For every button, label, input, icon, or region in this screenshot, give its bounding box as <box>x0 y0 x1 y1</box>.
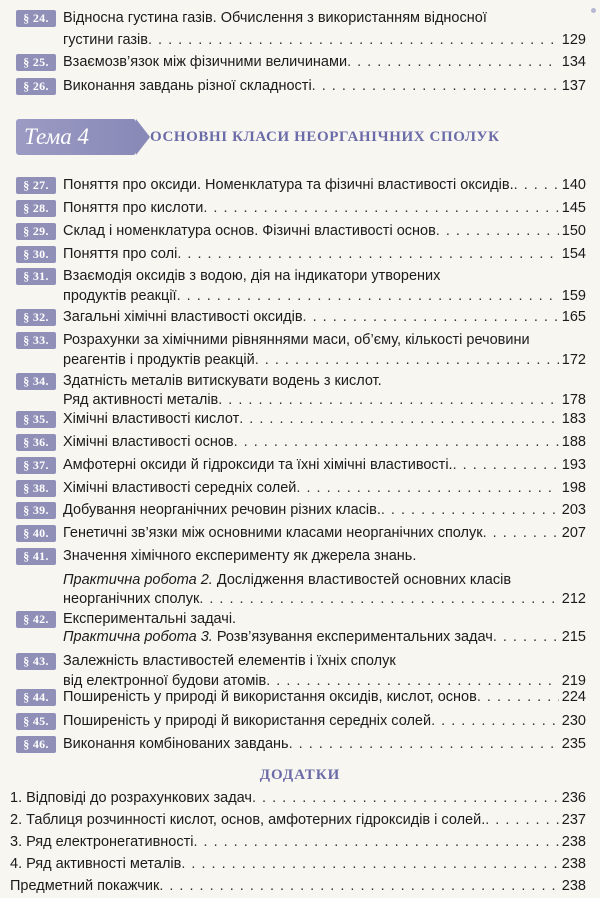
leader-dots <box>159 876 558 896</box>
page-number: 137 <box>561 78 586 94</box>
appendix-item-text: 3. Ряд електронегативності <box>10 834 194 850</box>
appendix-item-text: 4. Ряд активності металів <box>10 856 182 872</box>
section-badge: § 42. <box>16 611 56 628</box>
section-badge: § 32. <box>16 309 56 326</box>
page-number: 215 <box>561 629 586 645</box>
appendix-item[interactable] <box>10 788 586 808</box>
page-number: 224 <box>561 689 586 705</box>
toc-entry-title: Генетичні зв’язки між основними класами неорганічних сполук <box>63 525 483 541</box>
toc-entry-title: Практична робота 2. Дослідження властивостей основних класів <box>63 572 512 588</box>
section-badge: § 28. <box>16 200 56 217</box>
page-number: 219 <box>561 673 586 689</box>
section-badge: § 31. <box>16 268 56 285</box>
section-badge: § 38. <box>16 480 56 497</box>
section-badge: § 30. <box>16 246 56 263</box>
section-badge: § 44. <box>16 689 56 706</box>
leader-dots <box>453 455 559 475</box>
page-number: 159 <box>561 288 586 304</box>
appendix-item[interactable] <box>10 810 586 830</box>
leader-dots <box>347 52 559 72</box>
page-edge-mark <box>591 8 596 13</box>
leader-dots <box>234 432 559 452</box>
toc-entry-title-cont: Ряд активності металів <box>63 392 219 408</box>
topic-header <box>8 119 588 155</box>
section-badge: § 24. <box>16 10 56 27</box>
appendix-item-text: Предметний покажчик <box>10 878 160 894</box>
toc-entry-title: Загальні хімічні властивості оксидів <box>63 309 303 325</box>
toc-entry-title: Значення хімічного експерименту як джерела знань. <box>63 548 417 564</box>
toc-entry-title: Поширеність у природі й використання оксидів, кислот, основ <box>63 689 477 705</box>
page-number: 235 <box>561 736 586 752</box>
page-number: 203 <box>561 502 586 518</box>
topic-banner <box>16 119 136 155</box>
page-number: 183 <box>561 411 586 427</box>
leader-dots <box>514 175 559 195</box>
toc-entry-title: Відносна густина газів. Обчислення з використанням відносної <box>63 10 487 26</box>
toc-entry-title: Поняття про оксиди. Номенклатура та фізичні властивості оксидів. <box>63 177 514 193</box>
page-number: 165 <box>561 309 586 325</box>
toc-entry-title: Залежність властивостей елементів і їхніх сполук <box>63 653 396 669</box>
page-number: 198 <box>561 480 586 496</box>
leader-dots <box>483 523 559 543</box>
toc-entry-title: Поняття про солі <box>63 246 178 262</box>
leader-dots <box>493 627 559 647</box>
toc-entry-title: Взаємодія оксидів з водою, дія на індикатори утворених <box>63 268 441 284</box>
section-badge: § 29. <box>16 223 56 240</box>
page-number: 172 <box>561 352 586 368</box>
page-number: 145 <box>561 200 586 216</box>
practical-label: Практична робота 2. <box>63 572 213 588</box>
banner-arrow-icon <box>136 119 150 155</box>
page-number: 238 <box>561 834 586 850</box>
section-badge: § 34. <box>16 373 56 390</box>
section-badge: § 41. <box>16 548 56 565</box>
leader-dots <box>199 589 558 609</box>
section-badge: § 40. <box>16 525 56 542</box>
page-number: 134 <box>561 54 586 70</box>
section-badge: § 43. <box>16 653 56 670</box>
section-badge: § 35. <box>16 411 56 428</box>
toc-entry-title-cont: неорганічних сполук <box>63 591 200 607</box>
section-badge: § 45. <box>16 713 56 730</box>
toc-entry-title-cont: продуктів реакції <box>63 288 177 304</box>
page-number: 238 <box>561 856 586 872</box>
page-number: 178 <box>561 392 586 408</box>
leader-dots <box>485 810 559 830</box>
leader-dots <box>218 390 559 410</box>
appendix-item-text: 2. Таблиця розчинності кислот, основ, амфотерних гідроксидів і солей. <box>10 812 486 828</box>
appendix-item-text: 1. Відповіді до розрахункових задач <box>10 790 252 806</box>
toc-entry-title: Виконання завдань різної складності <box>63 78 312 94</box>
appendix-item[interactable] <box>10 876 586 896</box>
toc-entry-title: Практична робота 3. Розв’язування експериментальних задач <box>63 629 493 645</box>
appendix-item[interactable] <box>10 832 586 852</box>
toc-entry-title-cont: від електронної будови атомів <box>63 673 267 689</box>
leader-dots <box>381 500 559 520</box>
leader-dots <box>255 350 559 370</box>
section-badge: § 39. <box>16 502 56 519</box>
leader-dots <box>312 76 559 96</box>
toc-entry-title: Хімічні властивості кислот <box>63 411 240 427</box>
page-number: 150 <box>561 223 586 239</box>
leader-dots <box>431 711 559 731</box>
toc-entry-title-cont: густини газів <box>63 32 148 48</box>
topic-title: ОСНОВНІ КЛАСИ НЕОРГАНІЧНИХ СПОЛУК <box>150 129 500 145</box>
toc-entry-title: Хімічні властивості середніх солей <box>63 480 297 496</box>
appendix-item[interactable] <box>10 854 586 874</box>
toc-entry-title: Взаємозв’язок між фізичними величинами <box>63 54 348 70</box>
leader-dots <box>193 832 558 852</box>
toc-entry-title: Розрахунки за хімічними рівняннями маси, об’єму, кількості речовини <box>63 332 530 348</box>
page-number: 193 <box>561 457 586 473</box>
leader-dots <box>289 734 559 754</box>
section-badge: § 33. <box>16 332 56 349</box>
leader-dots <box>239 409 559 429</box>
section-badge: § 26. <box>16 78 56 95</box>
leader-dots <box>177 244 558 264</box>
page-number: 212 <box>561 591 586 607</box>
leader-dots <box>148 30 559 50</box>
page-number: 230 <box>561 713 586 729</box>
toc-entry-title: Експериментальні задачі. <box>63 611 237 627</box>
section-badge: § 46. <box>16 736 56 753</box>
toc-entry-title: Добування неорганічних речовин різних класів. <box>63 502 381 518</box>
leader-dots <box>296 478 558 498</box>
page-number: 237 <box>561 812 586 828</box>
leader-dots <box>181 854 558 874</box>
page-number: 154 <box>561 246 586 262</box>
page-number: 129 <box>561 32 586 48</box>
toc-entry-title: Поширеність у природі й використання середніх солей <box>63 713 432 729</box>
leader-dots <box>303 307 559 327</box>
page-number: 238 <box>561 878 586 894</box>
page-number: 188 <box>561 434 586 450</box>
section-badge: § 37. <box>16 457 56 474</box>
leader-dots <box>203 198 558 218</box>
toc-entry-title: Виконання комбінованих завдань <box>63 736 289 752</box>
toc-entry-title: Поняття про кислоти <box>63 200 204 216</box>
topic-label: Тема 4 <box>24 124 90 149</box>
toc-entry-title: Здатність металів витискувати водень з кислот. <box>63 373 382 389</box>
toc-entry-title: Склад і номенклатура основ. Фізичні властивості основ <box>63 223 436 239</box>
toc-entry-title-cont: реагентів і продуктів реакцій <box>63 352 255 368</box>
leader-dots <box>177 286 559 306</box>
page-number: 236 <box>561 790 586 806</box>
section-badge: § 36. <box>16 434 56 451</box>
leader-dots <box>252 788 559 808</box>
practical-label: Практична робота 3. <box>63 629 213 645</box>
appendix-title: ДОДАТКИ <box>259 767 341 783</box>
leader-dots <box>436 221 559 241</box>
toc-entry-title: Хімічні властивості основ <box>63 434 234 450</box>
leader-dots <box>477 687 559 707</box>
section-badge: § 25. <box>16 54 56 71</box>
page-number: 140 <box>561 177 586 193</box>
page-number: 207 <box>561 525 586 541</box>
section-badge: § 27. <box>16 177 56 194</box>
toc-entry-title: Амфотерні оксиди й гідроксиди та їхні хімічні властивості. <box>63 457 453 473</box>
